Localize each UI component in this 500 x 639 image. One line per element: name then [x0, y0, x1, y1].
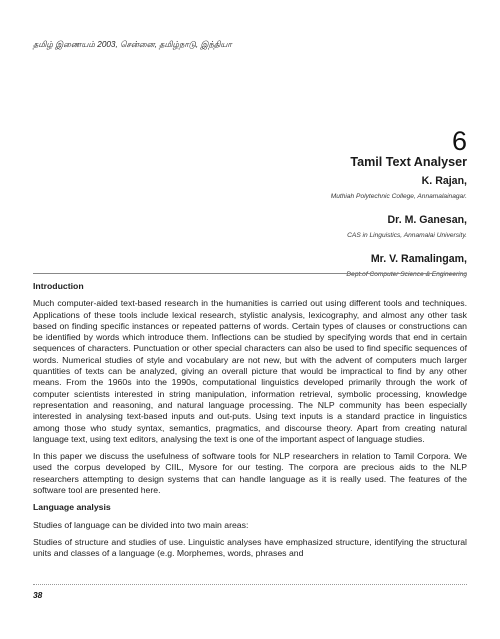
running-header: தமிழ் இணையம் 2003, சென்னை, தமிழ்நாடு, இந்தியா: [33, 40, 232, 49]
footer-divider: [33, 584, 467, 585]
body-text: [33, 281, 467, 566]
section-heading-introduction: Introduction: [33, 281, 84, 291]
author-affiliation: Dept.of Computer Science & Engineering: [346, 271, 467, 278]
section-heading-language-analysis: Language analysis: [33, 502, 111, 513]
paragraph: Studies of structure and studies of use. Linguistic analyses have emphasized structure, identifying the structural units and classes of a language (e.g. Morphemes, words, phrases and: [33, 536, 467, 559]
chapter-number: 6: [451, 126, 467, 156]
page-number: 38: [33, 590, 43, 600]
author-name: Dr. M. Ganesan,: [387, 214, 467, 226]
header-divider: [33, 273, 467, 274]
paragraph: In this paper we discuss the usefulness of software tools for NLP researchers in relation to Tamil Corpora. We used the corpus developed by CIIL, Mysore for our testing. The corpora are precious aids to the NLP researchers attempting to design systems that can handle language as it is really used. The features of the software tool are presented here.: [33, 451, 467, 496]
paper-title: Tamil Text Analyser: [350, 155, 467, 169]
paragraph: Studies of language can be divided into two main areas:: [33, 519, 249, 530]
author-affiliation: Muthiah Polytechnic College, Annamalainagar.: [330, 193, 467, 200]
author-name: Mr. V. Ramalingam,: [370, 253, 467, 265]
title-block: [167, 154, 467, 279]
author-name: K. Rajan,: [421, 175, 467, 187]
paragraph: Much computer-aided text-based research in the humanities is carried out using different tools and techniques. Applications of these tools include lexical research, stylistic analysis, lexicography, and almost any other task based on finding specific instances or repeated patterns of words. Certain types of clauses or constructions can be identified by words which introduce them. Inflections can be studied by specifying words that end in certain sequences of characters. Punctuation or other special characters can also be used to find specific sequences of words. Numerical studies of style and vocabulary are not new, but with the advent of computers much larger quantities of texts can be analyzed, giving an overall picture that would be impractical to find by any other means. From the 1960s into the 1990s, computational linguistics developed primarily through the work of computer scientists interested in string manipulation, information retrieval, symbolic processing, knowledge representation and reasoning, and natural language processing. The NLP community has been especially interested in analysing text-based inputs and out-puts. Using text inputs is a standard practice in linguistics among those who study syntax, semantics, pragmatics, and discourse theory. Apart from creating natural language text, using text editors, analysing the text is one of the important aspect of language studies.: [33, 298, 467, 444]
author-affiliation: CAS in Linguistics, Annamalai University.: [347, 232, 467, 239]
